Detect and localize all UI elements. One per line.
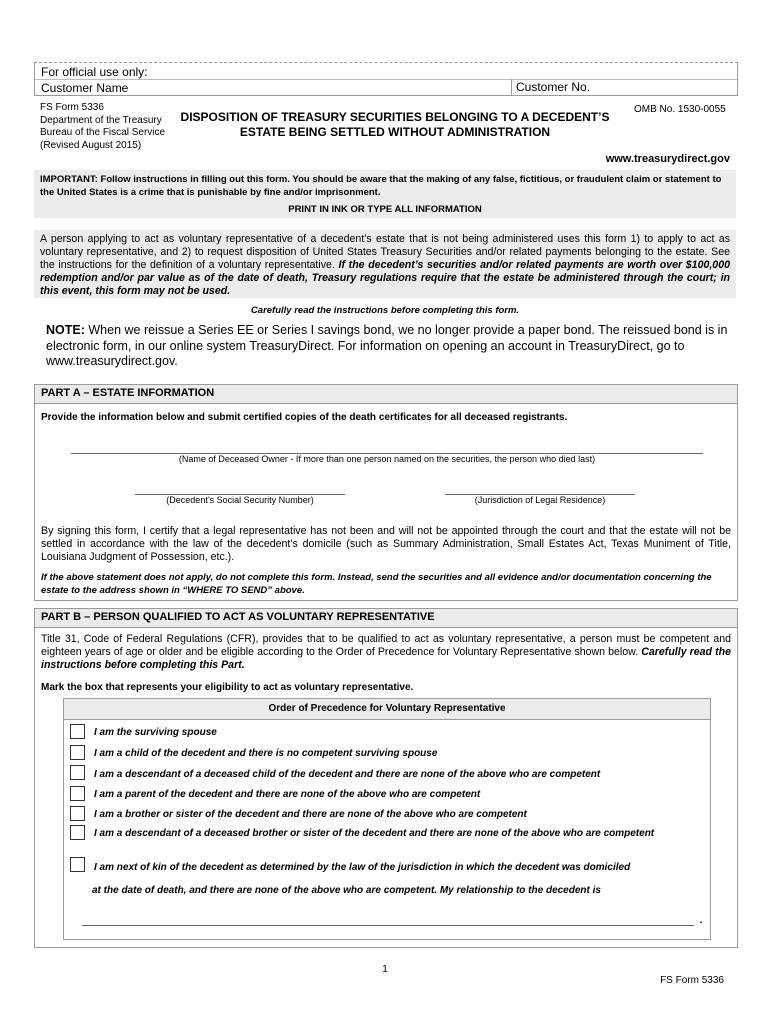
bureau-name: Bureau of the Fiscal Service <box>40 127 166 138</box>
form-number: FS Form 5336 <box>40 102 104 113</box>
does-not-apply-text: If the above statement does not apply, do not complete this form. Instead, send the securities and all evidence and/or documentation concerning the estate to the address shown in “WHERE TO SEND” above. <box>41 572 712 596</box>
official-use-label: For official use only: <box>41 65 148 79</box>
page-number: 1 <box>382 964 388 975</box>
option-next-of-kin: I am next of kin of the decedent as determined by the law of the jurisdiction in which the decedent was domiciled <box>94 862 631 873</box>
intro-bold: If the decedent’s securities and/or related payments are worth over $100,000 redemption and/or par value as of the date of death, Treasury regulations require that the estate be administered through the court; in this event, this form may not be used. <box>40 259 730 297</box>
department-block <box>40 102 165 152</box>
divider <box>35 79 737 80</box>
checkbox-child[interactable] <box>70 745 85 760</box>
customer-name-field[interactable]: Customer Name <box>41 81 129 95</box>
form-title-line1: DISPOSITION OF TREASURY SECURITIES BELONGING TO A DECEDENT’S <box>180 110 610 124</box>
checkbox-descendant-child[interactable] <box>70 765 85 780</box>
option-child: I am a child of the decedent and there is no competent surviving spouse <box>94 748 438 759</box>
part-a-heading <box>35 385 737 404</box>
important-notice <box>34 170 736 218</box>
option-parent: I am a parent of the decedent and there are none of the above who are competent <box>94 789 481 800</box>
jurisdiction-caption: (Jurisdiction of Legal Residence) <box>474 495 606 505</box>
certification-text: By signing this form, I certify that a legal representative has not been and will not be appointed through the court and that the estate will not be settled in accordance with the law of the decedent’s domicile (such as Summary Administration, Small Estates Act, Texas Muniment of Title, Louisiana Judgment of Possession, etc.). <box>41 525 731 563</box>
website-link[interactable]: www.treasurydirect.gov <box>605 153 730 165</box>
checkbox-descendant-sibling[interactable] <box>70 825 85 840</box>
checkbox-surviving-spouse[interactable] <box>70 724 85 739</box>
order-heading: Order of Precedence for Voluntary Representative <box>64 699 710 720</box>
revision-date: (Revised August 2015) <box>40 139 142 151</box>
careful-instructions: Carefully read the instructions before completing this form. <box>250 305 520 316</box>
intro-plain: A person applying to act as voluntary representative of a decedent’s estate that is not being administered uses this form 1) to apply to act as voluntary representative, and 2) to request disposition of United States Treasury Securities and/or related payments belonging to the estate. See the instructions for the definition of a voluntary representative. <box>40 233 730 271</box>
cfr-text <box>41 633 731 672</box>
official-use-box <box>34 62 738 96</box>
customer-no-field[interactable]: Customer No. <box>511 79 590 95</box>
checkbox-sibling[interactable] <box>70 806 85 821</box>
print-notice: PRINT IN INK OR TYPE ALL INFORMATION <box>288 204 482 215</box>
omb-number: OMB No. 1530-0055 <box>634 104 726 115</box>
note-label: NOTE: <box>46 323 85 337</box>
important-text: IMPORTANT: Follow instructions in filling out this form. You should be aware that the making of any false, fictitious, or fraudulent claim or statement to the United States is a crime that is punishable by fine and/or imprisonment. <box>40 174 722 198</box>
order-of-precedence-box <box>63 698 711 940</box>
option-descendant-sibling: I am a descendant of a deceased brother or sister of the decedent and there are none of the above who are competent <box>94 828 655 839</box>
mark-box-instructions: Mark the box that represents your eligibility to act as voluntary representative. <box>41 682 414 693</box>
part-b-heading <box>35 609 737 628</box>
form-title-line2: ESTATE BEING SETTLED WITHOUT ADMINISTRATION <box>239 125 551 139</box>
deceased-name-caption: (Name of Deceased Owner - If more than one person named on the securities, the person who died last) <box>178 454 596 464</box>
note-block <box>46 323 736 370</box>
option-surviving-spouse: I am the surviving spouse <box>94 727 217 738</box>
option-sibling: I am a brother or sister of the decedent and there are none of the above who are competent <box>94 809 527 820</box>
part-b-title: PART B – PERSON QUALIFIED TO ACT AS VOLUNTARY REPRESENTATIVE <box>41 611 435 623</box>
part-b-section <box>34 608 738 948</box>
note-text: When we reissue a Series EE or Series I savings bond, we no longer provide a paper bond. The reissued bond is in electronic form, in our online system TreasuryDirect. For information on opening an account in TreasuryDirect, go to www.treasurydirect.gov. <box>46 323 728 368</box>
part-a-section <box>34 384 738 601</box>
relationship-period: . <box>700 915 703 926</box>
careful-part-b: Carefully read the instructions before completing this Part. <box>41 646 731 671</box>
relationship-input[interactable] <box>82 925 694 926</box>
checkbox-parent[interactable] <box>70 786 85 801</box>
intro-box <box>34 230 736 298</box>
part-a-title: PART A – ESTATE INFORMATION <box>41 387 215 399</box>
form-title <box>176 110 614 140</box>
ssn-caption: (Decedent’s Social Security Number) <box>166 495 314 505</box>
next-of-kin-continued: at the date of death, and there are none of the above who are competent. My relationship to the decedent is <box>92 885 601 896</box>
option-descendant-child: I am a descendant of a deceased child of the decedent and there are none of the above who are competent <box>94 769 601 780</box>
intro-text <box>40 233 730 298</box>
part-a-instructions: Provide the information below and submit certified copies of the death certificates for all deceased registrants. <box>41 412 568 423</box>
checkbox-next-of-kin[interactable] <box>70 857 85 872</box>
cfr-plain: Title 31, Code of Federal Regulations (CFR), provides that to be qualified to act as voluntary representative, a person must be competent and eighteen years of age or older and be eligible according to the Order of Precedence for Voluntary Representative shown below. <box>41 633 731 658</box>
department-name: Department of the Treasury <box>40 114 162 126</box>
footer-form-number: FS Form 5336 <box>660 975 724 986</box>
